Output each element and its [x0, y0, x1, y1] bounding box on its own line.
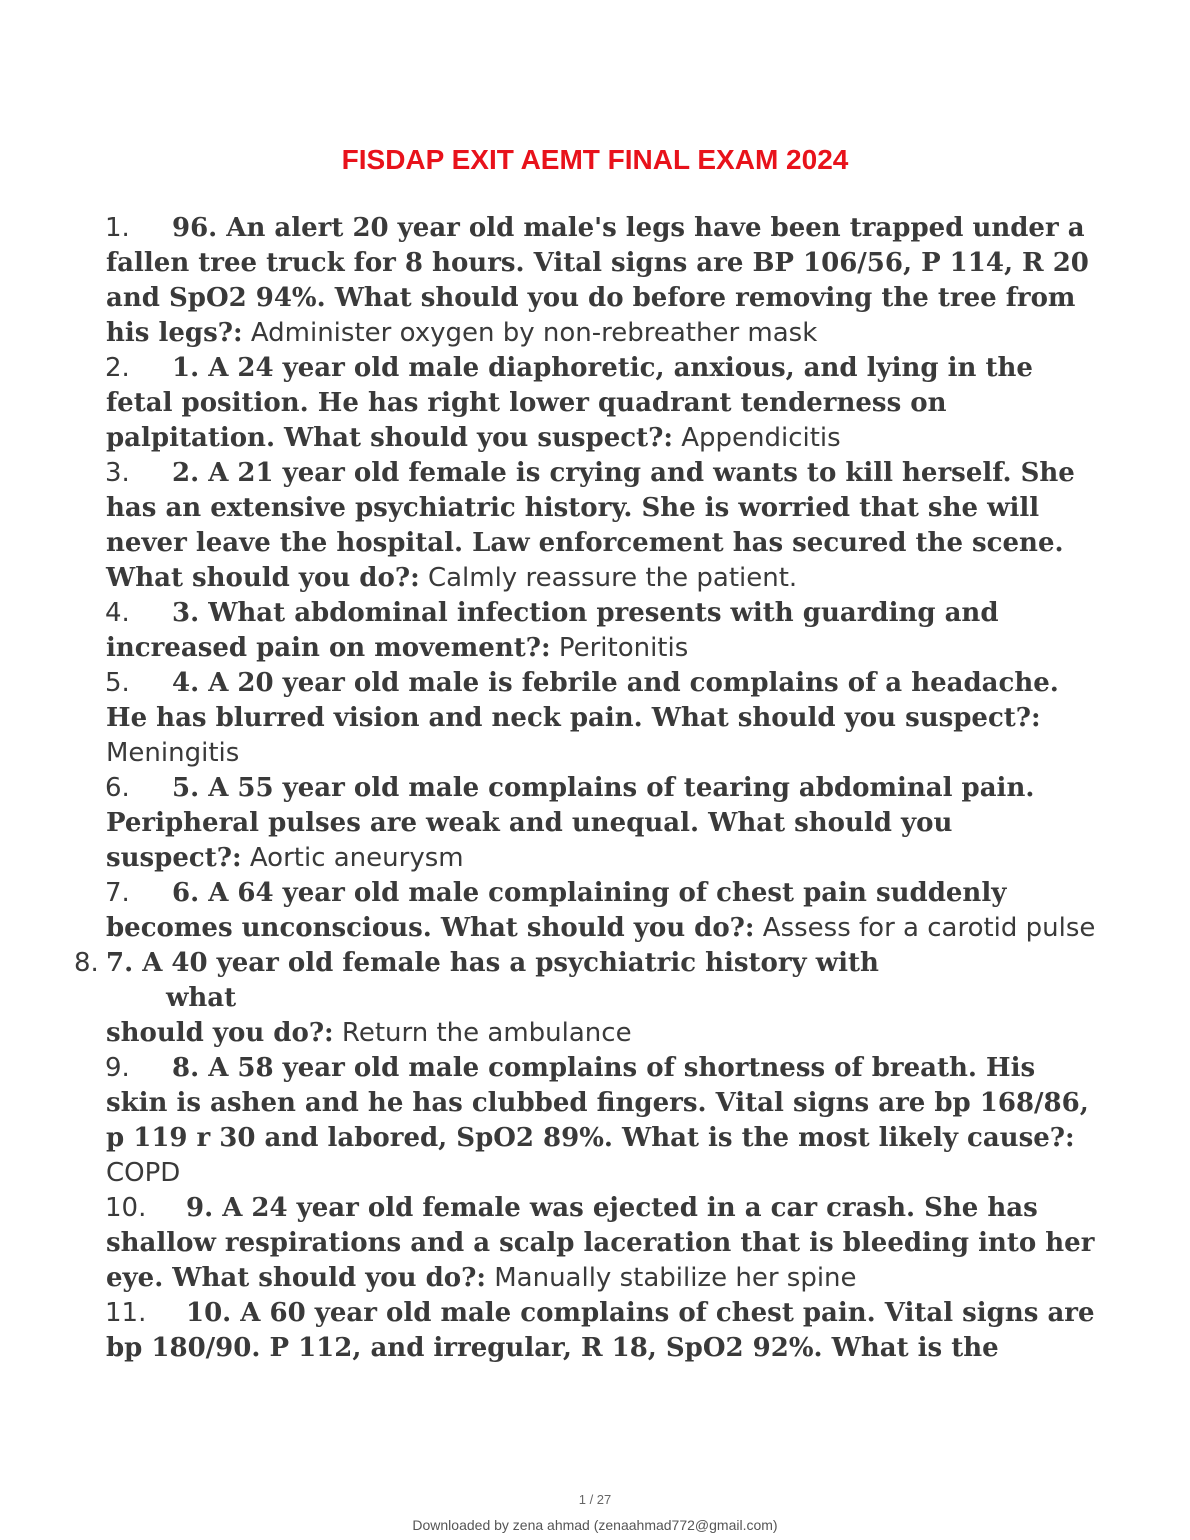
page-indicator: 1 / 27: [578, 1492, 612, 1507]
answer-text: Manually stabilize her spine: [494, 1263, 857, 1293]
question-item: [106, 876, 1096, 946]
answer-text: Administer oxygen by non-rebreather mask: [250, 318, 818, 348]
question-text: 96. An alert 20 year old male's legs have been trapped under a fallen tree truck for 8 hours. Vital signs are BP 106/56, P 114, R 20 and SpO2 94%. What should you do before removing the tree from his legs?:: [106, 213, 1089, 348]
question-text: 7. A 40 year old female has a psychiatric history with: [106, 948, 879, 978]
question-number: 11.: [105, 1298, 147, 1328]
question-item: [106, 351, 1096, 456]
question-list: [74, 211, 1096, 1366]
answer-text: Meningitis: [106, 738, 240, 768]
question-number: 5.: [105, 668, 130, 698]
question-number: 2.: [105, 353, 130, 383]
question-item: [106, 666, 1096, 771]
answer-text: Return the ambulance: [341, 1018, 632, 1048]
question-text: 8. A 58 year old male complains of shortness of breath. His skin is ashen and he has clubbed fingers. Vital signs are bp 168/86, p 119 r 30 and labored, SpO2 89%. What is the most likely cause?:: [106, 1053, 1089, 1153]
question-item: [106, 1296, 1096, 1366]
question-text: 1. A 24 year old male diaphoretic, anxious, and lying in the fetal position. He has right lower quadrant tenderness on palpitation. What should you suspect?:: [106, 353, 1033, 453]
question-text: 3. What abdominal infection presents with guarding and increased pain on movement?:: [106, 598, 999, 663]
question-text: 9. A 24 year old female was ejected in a car crash. She has shallow respirations and a scalp laceration that is bleeding into her eye. What should you do?:: [106, 1193, 1095, 1293]
answer-text: COPD: [106, 1158, 181, 1188]
question-item: [106, 771, 1096, 876]
question-number: 4.: [105, 598, 130, 628]
answer-text: Aortic aneurysm: [249, 843, 464, 873]
question-text: 10. A 60 year old male complains of chest pain. Vital signs are bp 180/90. P 112, and irregular, R 18, SpO2 92%. What is the: [106, 1298, 1095, 1363]
question-item: [106, 596, 1096, 666]
question-number: 7.: [105, 878, 130, 908]
question-number: 3.: [105, 458, 130, 488]
answer-text: Calmly reassure the patient.: [427, 563, 798, 593]
answer-text: Appendicitis: [681, 423, 841, 453]
question-number: 9.: [105, 1053, 130, 1083]
answer-text: Peritonitis: [558, 633, 689, 663]
question-number: 6.: [105, 773, 130, 803]
question-text-end: should you do?:: [106, 1018, 334, 1048]
question-text-continued: what: [166, 983, 237, 1013]
question-text: 4. A 20 year old male is febrile and complains of a headache. He has blurred vision and neck pain. What should you suspect?:: [106, 668, 1059, 733]
question-number: 1.: [105, 213, 130, 243]
question-text: 6. A 64 year old male complaining of chest pain suddenly becomes unconscious. What should you do?:: [106, 878, 1007, 943]
question-number: 8.: [74, 948, 99, 978]
document-title: FISDAP EXIT AEMT FINAL EXAM 2024: [341, 144, 849, 175]
question-item: [106, 211, 1096, 351]
question-item: [74, 946, 1096, 1051]
answer-text: Assess for a carotid pulse: [762, 913, 1096, 943]
question-text: 2. A 21 year old female is crying and wants to kill herself. She has an extensive psychiatric history. She is worried that she will never leave the hospital. Law enforcement has secured the scene. What should you do?:: [106, 458, 1075, 593]
download-footer: Downloaded by zena ahmad (zenaahmad772@gmail.com): [412, 1517, 778, 1533]
question-item: [106, 1051, 1096, 1191]
question-number: 10.: [105, 1193, 147, 1223]
question-item: [106, 456, 1096, 596]
question-item: [106, 1191, 1096, 1296]
question-text: 5. A 55 year old male complains of tearing abdominal pain. Peripheral pulses are weak and unequal. What should you suspect?:: [106, 773, 1035, 873]
